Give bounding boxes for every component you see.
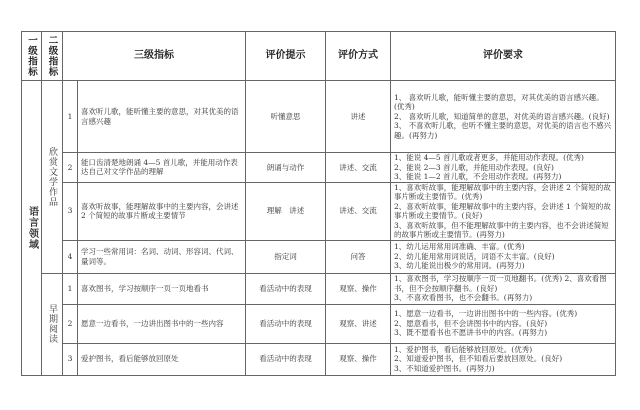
header-level2: 二级指标 (42, 32, 63, 81)
hint-text: 看活动中的表现 (246, 304, 326, 343)
method-text: 讲述、交流 (326, 182, 391, 240)
requirement-item: 1、喜欢图书，学习按顺序一页一页地翻书。(优秀) 2、喜欢看图书，但不会按顺序翻书。(良好) (394, 274, 607, 293)
requirement-item: 2、 喜欢听儿歌，知道简单的意思，对优美的语言感兴趣。(良好) (394, 111, 610, 121)
requirement-item: 3、幼儿能说出极少的常用词。(再努力) (394, 261, 525, 271)
requirement-cell (391, 343, 616, 375)
requirement-cell (391, 304, 616, 343)
requirement-cell (391, 81, 616, 153)
level1-cell (22, 81, 42, 376)
hint-text: 看活动中的表现 (246, 343, 326, 375)
requirement-item: 1、爱护图书，看后能够放回原处。(优秀) (394, 344, 533, 354)
row-number: 4 (63, 240, 78, 273)
row-number: 1 (63, 81, 78, 153)
table-row (22, 240, 616, 273)
hint-text: 听懂意思 (246, 81, 326, 153)
table-row (22, 153, 616, 183)
level2-cell (42, 81, 63, 274)
requirement-item: 1、喜欢听故事，能理解故事中的主要内容，会讲述 2 个简短的故事片断或主要情节。(优秀) (394, 182, 611, 201)
header-level3: 三级指标 (63, 32, 246, 81)
method-text: 观察、讲述 (326, 304, 391, 343)
header-method: 评价方式 (326, 32, 391, 81)
table-row (22, 182, 616, 240)
requirement-item: 2、能说 2—3 首儿歌，并能用动作表现。(良好) (394, 162, 554, 172)
method-text: 讲述 (326, 81, 391, 153)
requirement-item: 2、喜欢听故事，能理解故事中的主要内容，会讲述 1 个简短的故事片断或主要情节。(良好) (394, 201, 611, 220)
indicator-text: 喜欢听故事，能理解故事中的主要内容，会讲述 2 个简短的故事片断或主要情节 (78, 182, 246, 240)
table-row (22, 343, 616, 375)
indicator-text: 学习一些常用词：名词、动词、形容词、代词、量词等。 (78, 240, 246, 273)
table-row (22, 81, 616, 153)
requirement-item: 3、能说 1—2 首儿歌，不会用动作表现。(再努力) (394, 172, 562, 181)
hint-text: 看活动中的表现 (246, 273, 326, 304)
method-text: 观察、操作 (326, 273, 391, 304)
group-name: 早期阅读 (47, 304, 57, 344)
header-level1: 一级指标 (22, 32, 42, 81)
level2-cell (42, 273, 63, 375)
method-text: 讲述、交流 (326, 153, 391, 183)
header-requirement: 评价要求 (391, 32, 616, 81)
row-number: 1 (63, 273, 78, 304)
group-name: 欣赏文学作品 (47, 146, 57, 207)
hint-text: 朗诵与动作 (246, 153, 326, 183)
row-number: 3 (63, 182, 78, 240)
requirement-cell (391, 182, 616, 240)
requirement-cell (391, 153, 616, 183)
requirement-item: 3、既不愿看书也不愿讲书中的内容。(再努力) (394, 328, 548, 338)
header-hint: 评价提示 (246, 32, 326, 81)
method-text: 观察、操作 (326, 343, 391, 375)
requirement-item: 3、喜欢听故事，但不能理解故事中的主要内容，也不会讲述简短的故事片断或主要情节。(再努力) (394, 220, 609, 239)
requirement-item: 2、幼儿能用常用词说话，词语不太丰富。(良好) (394, 251, 555, 261)
requirement-item: 1、幼儿运用常用词准确、丰富。(优秀) (394, 242, 525, 252)
indicator-text: 能口齿清楚地朗诵 4—5 首儿歌，并能用动作表达自己对文学作品的理解 (78, 153, 246, 183)
requirement-item: 3、 不喜欢听儿歌，也听不懂主要的意思，对优美的语言也不感兴趣。(再努力) (394, 121, 612, 140)
method-text: 问答 (326, 240, 391, 273)
requirement-item: 1、 喜欢听儿歌，能听懂主要的意思，对其优美的语言感兴趣。(优秀) (394, 92, 604, 112)
table-row (22, 273, 616, 304)
domain-label: 语言领域 (26, 205, 38, 250)
requirement-item: 3、不喜欢看图书，也不会翻书。(再努力) (394, 293, 533, 303)
table-row (22, 304, 616, 343)
row-number: 3 (63, 343, 78, 375)
row-number: 2 (63, 304, 78, 343)
indicator-text: 喜欢听儿歌，能听懂主要的意思，对其优美的语言感兴趣 (78, 81, 246, 153)
requirement-cell (391, 273, 616, 304)
requirement-item: 2、知道爱护图书，但不知看后要放回原处。(良好) (394, 354, 563, 364)
indicator-text: 愿意一边看书，一边讲出图书中的一些内容 (78, 304, 246, 343)
hint-text: 指定词 (246, 240, 326, 273)
indicator-text: 喜欢图书，学习按顺序一页一页地看书 (78, 273, 246, 304)
row-number: 2 (63, 153, 78, 183)
hint-text: 理解 讲述 (246, 182, 326, 240)
requirement-item: 2、愿意看书，但不会讲图书中的内容。(良好) (394, 318, 548, 328)
requirement-cell (391, 240, 616, 273)
evaluation-table (21, 31, 616, 376)
indicator-text: 爱护图书，看后能够放回原处 (78, 343, 246, 375)
requirement-item: 1、能说 4—5 首儿歌或者更多，并能用动作表现。(优秀) (394, 153, 584, 162)
requirement-item: 1、愿意一边看书，一边讲出图书中的一些内容。(优秀) (394, 309, 578, 319)
requirement-item: 3、不知道爱护图书。(再努力) (394, 363, 495, 373)
